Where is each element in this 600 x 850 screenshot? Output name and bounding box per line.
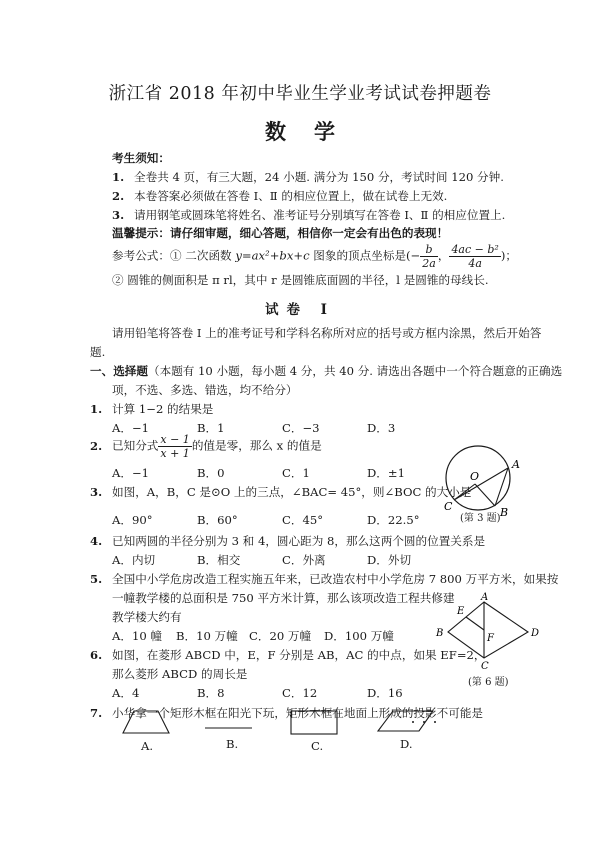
exam-title: 浙江省 2018 年初中毕业生学业考试试卷押题卷 bbox=[108, 84, 492, 104]
label-a: A bbox=[512, 458, 520, 471]
option-d[interactable]: D．外切 bbox=[367, 553, 412, 567]
question-5-line3: 教学楼大约有 bbox=[112, 610, 182, 624]
option-a-label[interactable]: A. bbox=[141, 739, 154, 753]
option-d[interactable]: D．3 bbox=[367, 421, 396, 435]
option-b[interactable]: B．1 bbox=[197, 421, 225, 435]
label-a: A bbox=[481, 592, 489, 603]
notice-heading: 考生须知： bbox=[112, 151, 170, 165]
option-c[interactable]: C．−3 bbox=[282, 421, 320, 435]
question-2 bbox=[90, 433, 322, 460]
subject-title: 数学 bbox=[265, 119, 363, 144]
option-b[interactable]: B．相交 bbox=[197, 553, 241, 567]
question-text-prefix: 已知分式 bbox=[112, 438, 159, 453]
option-d[interactable]: D．22.5° bbox=[367, 513, 420, 527]
warm-tip bbox=[112, 225, 448, 241]
warm-tip-label: 温馨提示： bbox=[112, 226, 170, 240]
denominator: 4a bbox=[468, 257, 482, 270]
option-b[interactable]: B．10 万幢 bbox=[176, 629, 238, 643]
question-number: 4. bbox=[90, 534, 103, 548]
option-a[interactable]: A．−1 bbox=[112, 466, 150, 480]
question-5 bbox=[90, 571, 558, 587]
formula-1-mid: 图象的顶点坐标是(− bbox=[309, 248, 421, 263]
notice-item-2 bbox=[112, 188, 447, 204]
formula-1-suffix: )； bbox=[500, 248, 517, 263]
section-instruction-line2: 题. bbox=[90, 345, 106, 359]
label-f: F bbox=[487, 633, 494, 644]
question-text: 已知两圆的半径分别为 3 和 4，圆心距为 8，那么这两个圆的位置关系是 bbox=[112, 534, 486, 548]
option-b[interactable]: B．0 bbox=[197, 466, 225, 480]
notice-item-3 bbox=[112, 207, 505, 223]
question-number: 3. bbox=[90, 485, 103, 499]
comma: ， bbox=[437, 248, 450, 263]
label-c: C bbox=[444, 500, 453, 513]
option-a[interactable]: A．内切 bbox=[112, 553, 156, 567]
question-4 bbox=[90, 533, 485, 549]
option-d[interactable]: D．16 bbox=[367, 686, 403, 700]
fraction-x-minus-1-over-x-plus-1 bbox=[158, 433, 191, 460]
question-6-line2: 那么菱形 ABCD 的周长是 bbox=[112, 667, 248, 681]
notice-item-num: 1. bbox=[112, 170, 125, 184]
formula-label: 参考公式： bbox=[112, 248, 170, 263]
label-b: B bbox=[500, 506, 509, 519]
label-b: B bbox=[436, 628, 444, 639]
option-d-label[interactable]: D. bbox=[400, 737, 413, 751]
shape-line-segment[interactable] bbox=[204, 726, 254, 730]
shape-trapezoid[interactable] bbox=[122, 710, 172, 736]
option-a[interactable]: A．4 bbox=[112, 686, 140, 700]
option-a[interactable]: A．10 幢 bbox=[112, 629, 162, 643]
shape-rectangle[interactable] bbox=[290, 710, 340, 736]
question-number: 7. bbox=[90, 706, 103, 720]
notice-item-text: 本卷答案必须做在答卷 Ⅰ、Ⅱ 的相应位置上，做在试卷上无效. bbox=[134, 189, 448, 203]
figure-6-caption: (第 6 题) bbox=[468, 677, 509, 688]
option-b[interactable]: B．8 bbox=[197, 686, 225, 700]
notice-item-1 bbox=[112, 169, 504, 185]
part-description-line2: 项，不选、多选、错选，均不给分） bbox=[112, 383, 298, 397]
warm-tip-text: 请仔细审题，细心答题，相信你一定会有出色的表现！ bbox=[169, 226, 449, 240]
label-e: E bbox=[457, 606, 465, 617]
question-text: 计算 1−2 的结果是 bbox=[112, 402, 214, 416]
question-text: 如图，A，B，C 是⊙O 上的三点，∠BAC= 45°，则∠BOC 的大小是 bbox=[112, 485, 472, 499]
question-number: 1. bbox=[90, 402, 103, 416]
option-c[interactable]: C．1 bbox=[282, 466, 310, 480]
denominator: 2a bbox=[422, 257, 436, 270]
question-text: 小华拿一个矩形木框在阳光下玩，矩形木框在地面上形成的投影不可能是 bbox=[112, 706, 484, 720]
fraction-vertex-y bbox=[449, 243, 500, 270]
formula-1 bbox=[112, 243, 517, 270]
numerator: x − 1 bbox=[160, 433, 190, 446]
notice-item-text: 请用钢笔或圆珠笔将姓名、准考证号分别填写在答卷 Ⅰ、Ⅱ 的相应位置上. bbox=[134, 208, 506, 222]
option-b[interactable]: B．60° bbox=[197, 513, 238, 527]
option-b-label[interactable]: B. bbox=[226, 737, 239, 751]
question-number: 5. bbox=[90, 572, 103, 586]
question-number: 2. bbox=[90, 438, 103, 453]
option-d[interactable]: D．±1 bbox=[367, 466, 405, 480]
section-title: 试卷 Ⅰ bbox=[264, 302, 335, 318]
option-c-label[interactable]: C. bbox=[311, 739, 324, 753]
option-a[interactable]: A．90° bbox=[112, 513, 153, 527]
numerator: b bbox=[420, 243, 438, 257]
quadratic-function: y=ax²+bx+c bbox=[235, 248, 310, 263]
notice-item-text: 全卷共 4 页，有三大题，24 小题. 满分为 150 分，考试时间 120 分钟. bbox=[134, 170, 504, 184]
option-c[interactable]: C．12 bbox=[282, 686, 318, 700]
label-o: O bbox=[470, 470, 480, 483]
notice-item-num: 3. bbox=[112, 208, 125, 222]
notice-item-num: 2. bbox=[112, 189, 125, 203]
figure-3-caption: (第 3 题) bbox=[460, 513, 501, 524]
shape-parallelogram[interactable] bbox=[377, 710, 437, 736]
question-text-suffix: 的值是零，那么 x 的值是 bbox=[191, 438, 322, 453]
question-text-line1: 全国中小学危房改造工程实施五年来，已改造农村中小学危房 7 800 万平方米，如果按 bbox=[112, 572, 559, 586]
question-5-line2: 一幢教学楼的总面积是 750 平方米计算，那么该项改造工程共修建 bbox=[112, 591, 455, 605]
part-number: 一、 bbox=[90, 364, 114, 378]
figure-6-rhombus-diagram bbox=[430, 594, 540, 674]
denominator: x + 1 bbox=[160, 447, 190, 460]
formula-1-prefix: ① 二次函数 bbox=[169, 248, 236, 263]
numerator: 4ac − b² bbox=[451, 243, 499, 256]
section-instruction-line1: 请用铅笔将答卷 Ⅰ 上的准考证号和学科名称所对应的括号或方框内涂黑，然后开始答 bbox=[112, 326, 542, 340]
part-name: 选择题 bbox=[113, 364, 148, 378]
option-c[interactable]: C．外离 bbox=[282, 553, 326, 567]
formula-2: ② 圆锥的侧面积是 π rl，其中 r 是圆锥底面圆的半径，l 是圆锥的母线长. bbox=[112, 273, 489, 287]
option-d[interactable]: D．100 万幢 bbox=[324, 629, 394, 643]
option-c[interactable]: C．20 万幢 bbox=[249, 629, 312, 643]
label-d: D bbox=[531, 628, 540, 639]
fraction-b-over-2a bbox=[420, 243, 438, 270]
part-heading bbox=[90, 363, 562, 379]
question-number: 6. bbox=[90, 648, 103, 662]
question-text-line1: 如图，在菱形 ABCD 中，E，F 分别是 AB，AC 的中点，如果 EF=2， bbox=[112, 648, 486, 662]
part-description: （本题有 10 小题，每小题 4 分，共 40 分. 请选出各题中一个符合题意的正确选 bbox=[148, 364, 563, 378]
question-6 bbox=[90, 647, 486, 663]
option-c[interactable]: C．45° bbox=[282, 513, 324, 527]
question-3 bbox=[90, 484, 471, 500]
label-c: C bbox=[481, 661, 489, 672]
question-1 bbox=[90, 401, 213, 417]
option-a[interactable]: A．−1 bbox=[112, 421, 150, 435]
